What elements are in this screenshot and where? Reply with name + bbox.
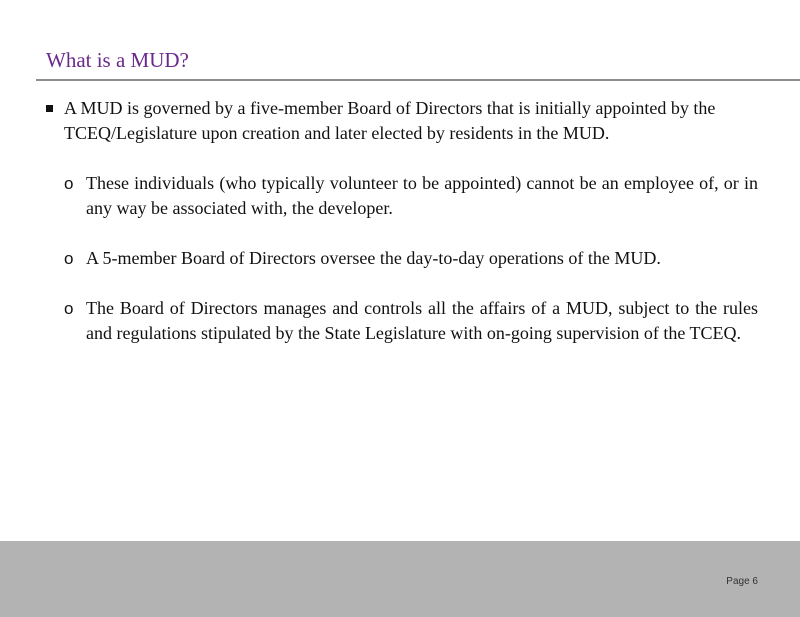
sub-bullet-item [40,171,758,221]
sub-bullet-text: These individuals (who typically volunteer to be appointed) cannot be an employee of, or in any way be associated with, the developer. [86,173,758,218]
main-bullet-text: A MUD is governed by a five-member Board of Directors that is initially appointed by the TCEQ/Legislature upon creation and later elected by residents in the MUD. [64,98,716,143]
square-bullet-icon [46,105,53,112]
hollow-circle-bullet-icon: o [64,249,74,268]
sub-bullet-item [40,296,758,346]
hollow-circle-bullet-icon: o [64,299,74,318]
sub-bullet-text: The Board of Directors manages and controls all the affairs of a MUD, subject to the rules and regulations stipulated by the State Legislature with on-going supervision of the TCEQ. [86,298,758,343]
title-divider [36,79,800,81]
hollow-circle-bullet-icon: o [64,174,74,193]
sub-bullet-list [40,171,758,346]
sub-bullet-text: A 5-member Board of Directors oversee the day-to-day operations of the MUD. [86,248,661,268]
main-bullet [40,96,758,146]
footer-bar [0,541,800,617]
slide-content [40,96,758,346]
sub-bullet-item [40,246,758,271]
page-number: Page 6 [726,576,758,587]
slide-title: What is a MUD? [46,48,189,72]
